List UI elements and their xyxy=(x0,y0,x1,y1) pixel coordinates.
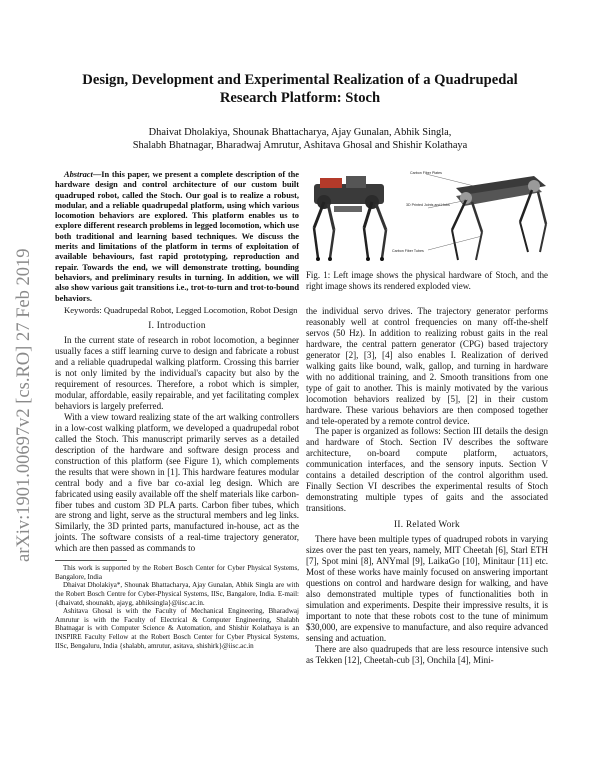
related-work-paragraph-2: There are also quadrupeds that are less resource intensive such as Tekken [12], Cheetah-cub [3], Onchila [4], Mini- xyxy=(306,643,548,665)
title-line-1: Design, Development and Experimental Realization of a Quadrupedal xyxy=(82,72,518,88)
right-column xyxy=(306,306,548,666)
label-3d-printed-joints: 3D Printed Joints and Hubs xyxy=(406,203,450,207)
arxiv-id-text: arXiv:1901.00697v2 [cs.RO] 27 Feb 2019 xyxy=(14,248,34,562)
left-column xyxy=(55,170,299,650)
authors-line-2: Shalabh Bhatnagar, Bharadwaj Amrutur, Ashitava Ghosal and Shishir Kolathaya xyxy=(132,140,468,151)
figure-1-caption: Fig. 1: Left image shows the physical hardware of Stoch, and the right image shows its rendered exploded view. xyxy=(306,270,548,291)
intro-paragraph-3: the individual servo drives. The trajectory generator performs reasonably well at control frequencies on many off-the-shelf servos (50 Hz). In addition to realizing robust gaits in the real hardware, the central pattern generator (CPG) based trajectory generator [2], [3], [4] also enables I. Realization of derived walking gaits like bound, walk, gallop, and turning in hardware with no additional training, and 2. Smooth transitions from one type of gait to another. This is mainly motivated by the various locomotion behaviors realized by [5], [2] in their custom hardware. These various behaviors are then composed together and tele-operated by a remote control device. xyxy=(306,306,548,426)
footnote-authors-2: Ashitava Ghosal is with the Faculty of Mechanical Engineering, Bharadwaj Amrutur is with the Faculty of Electrical & Computer Engineering, Shalabh Bhatnagar is with Computer Science & Automation, and Shishir Kolathaya is an INSPIRE Faculty Fellow at the Robert Bosch Center for Cyber Physical Systems, IISc, Bengaluru, India {shalabh, amrutur, asitava, shishirk}@iisc.ac.in xyxy=(55,607,299,650)
author-list xyxy=(55,126,545,152)
figure-1 xyxy=(306,166,549,268)
abstract-text: —In this paper, we present a complete description of the hardware design and control architecture of our custom built quadruped robot, called the Stoch. Our goal is to realize a robust, modular, and a reliable quadrupedal platform, using which various locomotion behaviors are explored. This platform enables us to explore different research problems in legged locomotion, which use both traditional and learning based techniques. We discuss the merits and limitations of the platform in terms of exploitation of available behaviours, fast rapid prototyping, reproduction and repair. Towards the end, we will demonstrate trotting, bounding behaviors, and preliminary results in turning. In addition, we will also show various gait transitions i.e., trot-to-turn and trot-to-bound behaviors. xyxy=(55,170,299,303)
footnote-rule xyxy=(55,560,127,561)
arxiv-identifier xyxy=(2,200,42,570)
paper-title xyxy=(55,71,545,107)
intro-paragraph-4: The paper is organized as follows: Section III details the design and hardware of Stoch. Section IV describes the software architecture, on-board compute platform, actuators, communication interfaces, and the sensory inputs. Section V contains a detailed description of the control algorithm used. Finally Section VI describes the experimental results of Stoch demonstrating multiple types of gaits and the associated transitions. xyxy=(306,426,548,514)
footnote-funding: This work is supported by the Robert Bosch Center for Cyber Physical Systems, Bangalore, India xyxy=(55,564,299,581)
authors-line-1: Dhaivat Dholakiya, Shounak Bhattacharya, Ajay Gunalan, Abhik Singla, xyxy=(148,127,452,138)
abstract-lead: Abstract xyxy=(64,170,93,179)
figure-1-image xyxy=(306,166,549,268)
footnote-authors-1: Dhaivat Dholakiya*, Shounak Bhattacharya, Ajay Gunalan, Abhik Singla are with the Robert Bosch Centre for Cyber-Physical Systems, IISc, Bangalore, India. E-mail: {dhaivatd, shounakb, ajayg, abhiksingla}@iisc.ac.in. xyxy=(55,581,299,607)
abstract xyxy=(55,170,299,304)
related-work-paragraph-1: There have been multiple types of quadruped robots in varying sizes over the past ten years, namely, MIT Cheetah [6], Starl ETH [7], Spot mini [8], ANYmal [9], LaikaGo [10], Minitaur [11] etc. Most of these works have mainly focused on answering important questions on control and hardware design for walking, and have also demonstrated multiple types of functionalities both in simulation and experiments. Despite their impressive results, it is important to note that these robots cost to the tune of minimum $30,000, are expensive to manufacture, and also require advanced sensing and actuation. xyxy=(306,534,548,643)
physical-robot-image xyxy=(314,176,386,261)
keywords: Keywords: Quadrupedal Robot, Legged Locomotion, Robot Design xyxy=(64,304,298,315)
intro-paragraph-1: In the current state of research in robot locomotion, a beginner usually faces a stiff learning curve to design and fabricate a robust and a reliable quadrupedal walking platform. Crossing this barrier is not only limited by the individual's capacity but also by the requirement of resources. Therefore, a robot which is simpler, modular, affordable, easily repairable, and yet facilitating complex behaviors is largely preferred. xyxy=(55,335,299,411)
intro-paragraph-2: With a view toward realizing state of the art walking controllers in a low-cost walking platform, we developed a quadrupedal robot called the Stoch. This manuscript primarily serves as a detailed description of the hardware and software design process and construction of this platform (see Figure 1), which complements the results that were shown in [1]. This hardware features modular central body and a five bar co-axial leg design. Which are fabricated using easily available off the shelf materials like carbon-fiber tubes and custom 3D PLA parts. Carbon fiber tubes, which are strong and light, serve as the structural members and leg links. Similarly, the 3D printed parts, manufactured in-house, act as the joints. The software consists of a real-time trajectory generator, which are then passed as commands to xyxy=(55,411,299,554)
section-heading-related-work: II. Related Work xyxy=(394,519,460,530)
exploded-view-render xyxy=(426,174,546,260)
section-heading-introduction: I. Introduction xyxy=(148,320,206,331)
label-carbon-fiber-tubes: Carbon Fiber Tubes xyxy=(392,249,424,253)
label-carbon-fiber-plates: Carbon Fiber Plates xyxy=(410,171,442,175)
title-line-2: Research Platform: Stoch xyxy=(219,90,381,106)
